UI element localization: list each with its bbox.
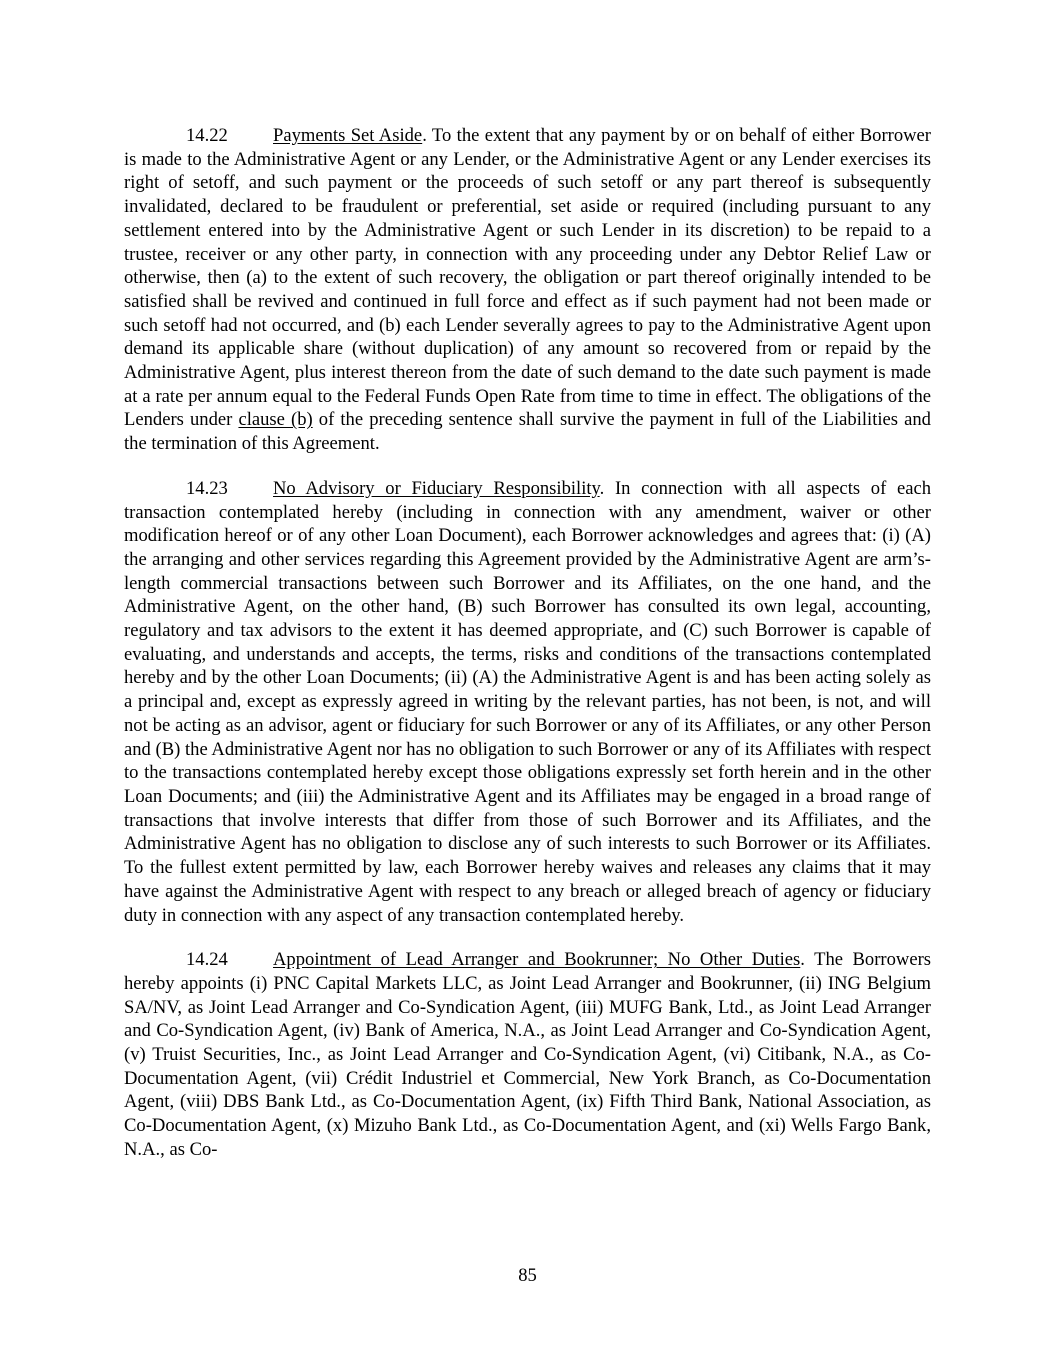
document-page — [124, 124, 931, 1183]
section-heading: No Advisory or Fiduciary Responsibility — [273, 477, 600, 499]
section-body-continued: of the preceding sentence shall survive the payment in full of the Liabilities and the termination of this Agreement. — [124, 409, 931, 455]
heading-punctuation: . — [422, 125, 427, 146]
heading-punctuation: . — [800, 949, 805, 971]
section-14-23 — [124, 477, 931, 927]
clause-reference: clause (b) — [238, 409, 313, 431]
section-heading: Payments Set Aside — [273, 125, 423, 146]
section-body: The Borrowers hereby appoints (i) PNC Capital Markets LLC, as Joint Lead Arranger and Bookrunner, (ii) ING Belgium SA/NV, as Joint Lead Arranger and Co-Syndication Agent, (iii) MUFG Bank, Ltd., as Joint Lead Arranger and Co-Syndication Agent, (iv) Bank of America, N.A., as Joint Lead Arranger and Co-Syndication Agent, (v) Truist Securities, Inc., as Joint Lead Arranger and Co-Syndication Agent, (vi) Citibank, N.A., as Co-Documentation Agent, (vii) Crédit Industriel et Commercial, New York Branch, as Co-Documentation Agent, (viii) DBS Bank Ltd., as Co-Documentation Agent, (ix) Fifth Third Bank, National Association, as Co-Documentation Agent, (x) Mizuho Bank Ltd., as Co-Documentation Agent, and (xi) Wells Fargo Bank, N.A., as Co- — [124, 949, 931, 1160]
section-number: 14.23 — [186, 477, 228, 499]
section-body: In connection with all aspects of each transaction contemplated hereby (including in connection with any amendment, waiver or other modification hereof or of any other Loan Document), each Borrower acknowledges and agrees that: (i) (A) the arranging and other services regarding this Agreement provided by the Administrative Agent are arm’s-length commercial transactions between such Borrower and its Affiliates, on the one hand, and the Administrative Agent, on the other hand, (B) such Borrower has consulted its own legal, accounting, regulatory and tax advisors to the extent it has deemed appropriate, and (C) such Borrower is capable of evaluating, and understands and accepts, the terms, risks and conditions of the transactions contemplated hereby and by the other Loan Documents; (ii) (A) the Administrative Agent is and has been acting solely as a principal and, except as expressly agreed in writing by the relevant parties, has not been, is not, and will not be acting as an advisor, agent or fiduciary for such Borrower or any of its Affiliates, or any other Person and (B) the Administrative Agent nor has no obligation to such Borrower or any of its Affiliates with respect to the transactions contemplated hereby except those obligations expressly set forth herein and in the other Loan Documents; and (iii) the Administrative Agent and its Affiliates may be engaged in a broad range of transactions that involve interests that differ from those of such Borrower and its Affiliates, and the Administrative Agent has no obligation to disclose any of such interests to such Borrower or its Affiliates. To the fullest extent permitted by law, each Borrower hereby waives and releases any claims that it may have against the Administrative Agent with respect to any breach or alleged breach of agency or fiduciary duty in connection with any aspect of any transaction contemplated hereby. — [124, 477, 932, 926]
section-number: 14.24 — [186, 949, 228, 971]
section-body: To the extent that any payment by or on behalf of either Borrower is made to the Administrative Agent or any Lender, or the Administrative Agent or any Lender exercises its right of setoff, and such payment or the proceeds of such setoff or any part thereof is subsequently invalidated, declared to be fraudulent or preferential, set aside or required (including pursuant to any settlement entered into by the Administrative Agent or such Lender in its discretion) to be repaid to a trustee, receiver or any other party, in connection with any proceeding under any Debtor Relief Law or otherwise, then (a) to the extent of such recovery, the obligation or part thereof originally intended to be satisfied shall be revived and continued in full force and effect as if such payment had not been made or such setoff had not occurred, and (b) each Lender severally agrees to pay to the Administrative Agent upon demand its applicable share (without duplication) of any amount so recovered from or repaid by the Administrative Agent, plus interest thereon from the date of such demand to the date such payment is made at a rate per annum equal to the Federal Funds Open Rate from time to time in effect. The obligations of the Lenders under — [124, 125, 931, 431]
heading-punctuation: . — [599, 477, 605, 499]
section-14-22 — [124, 124, 931, 456]
section-14-24 — [124, 948, 931, 1161]
section-heading: Appointment of Lead Arranger and Bookrunner; No Other Duties — [273, 949, 801, 971]
section-number: 14.22 — [186, 125, 228, 146]
page-number: 85 — [518, 1265, 537, 1286]
